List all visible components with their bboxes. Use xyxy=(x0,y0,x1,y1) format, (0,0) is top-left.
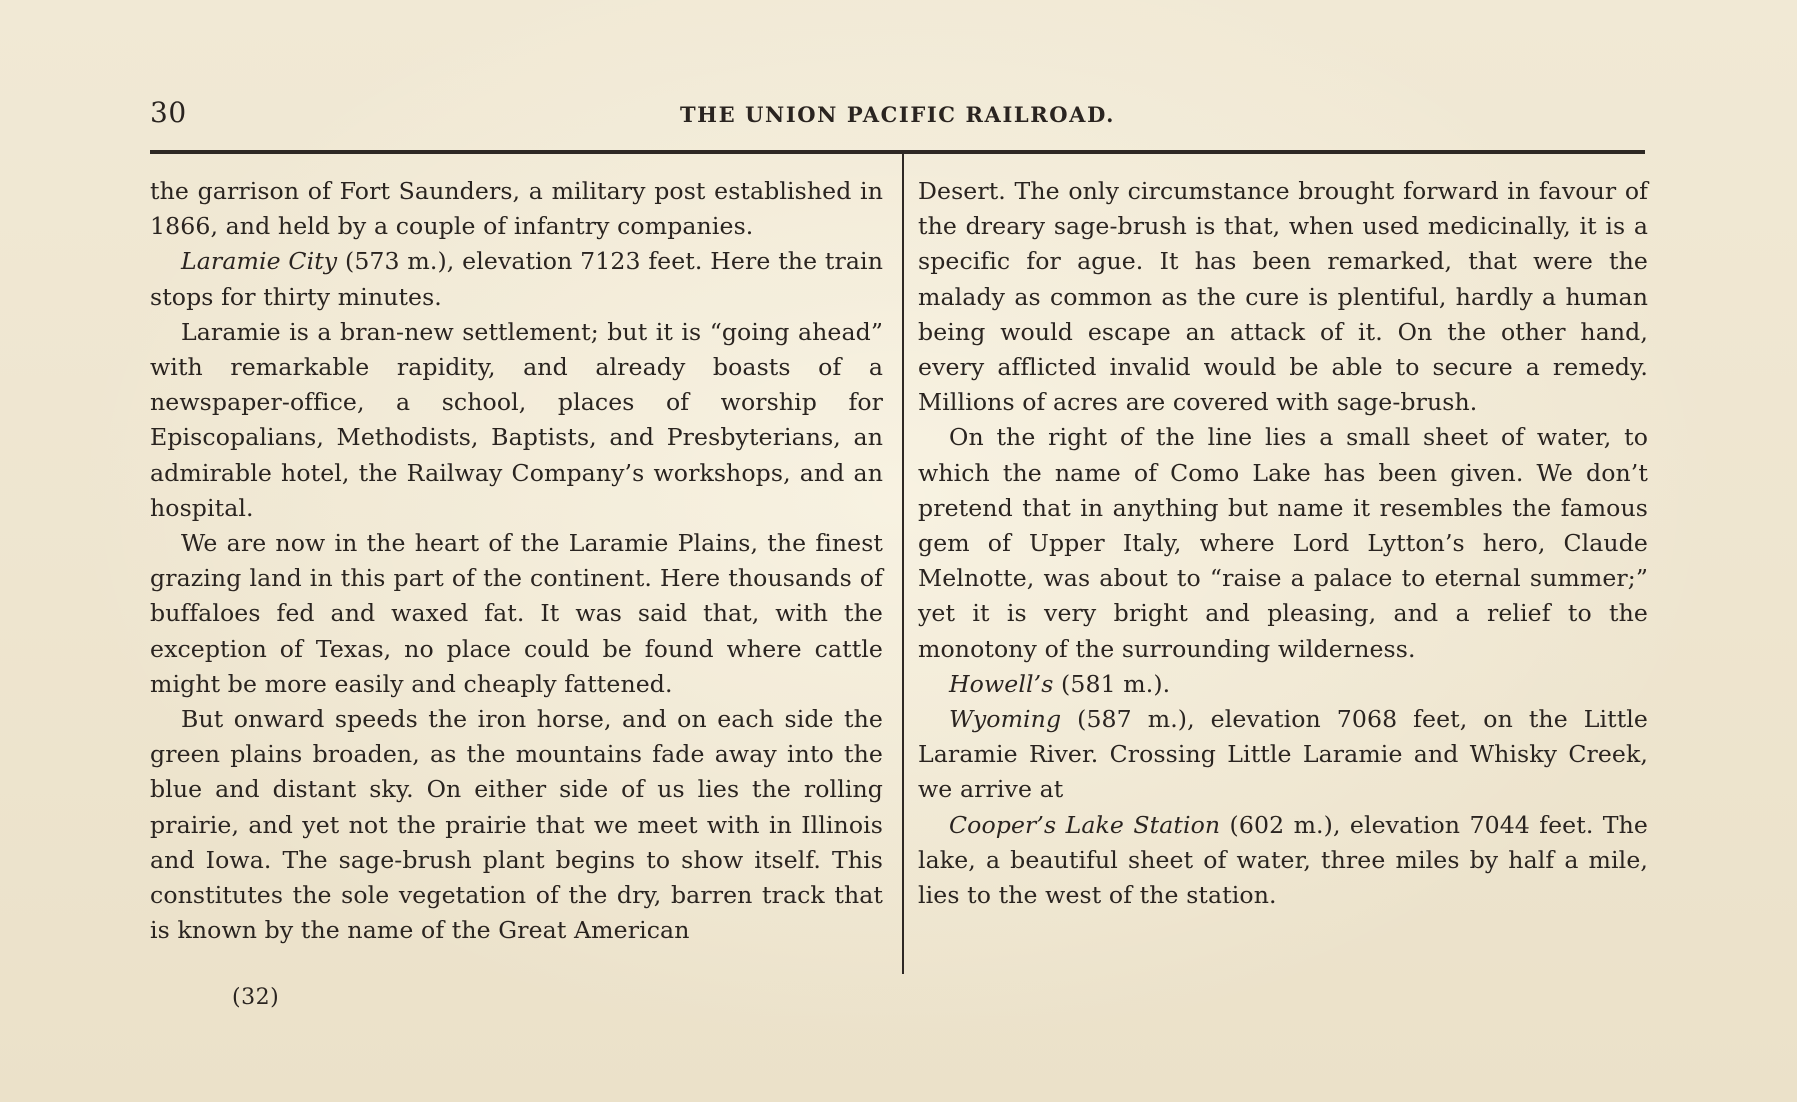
paragraph: Desert. The only circumstance brought forward in favour of the dreary sage-brush is that, when used medicinally, it is a specific for ague. It has been remarked, that were the malady as common as the cure is plentiful, hardly a human being would escape an attack of it. On the other hand, every afflicted invalid would be able to secure a remedy. Millions of acres are covered with sage-brush. xyxy=(918,177,1648,417)
station-name: Laramie City xyxy=(181,247,338,276)
header-rule xyxy=(150,150,1645,154)
sheet-signature: (32) xyxy=(232,985,280,1010)
paragraph xyxy=(918,808,1648,914)
paragraph-text: (581 m.). xyxy=(1053,669,1171,698)
paragraph: But onward speeds the iron horse, and on each side the green plains broaden, as the mountains fade away into the blue and distant sky. On either side of us lies the rolling prairie, and yet not the prairie that we meet with in Illinois and Iowa. The sage-brush plant begins to show itself. This constitutes the sole vegetation of the dry, barren track that is known by the name of the Great American xyxy=(150,705,883,945)
paragraph: On the right of the line lies a small sheet of water, to which the name of Como Lake has been given. We don’t pretend that in anything but name it resembles the famous gem of Upper Italy, where Lord Lytton’s hero, Claude Melnotte, was about to “raise a palace to eternal summer;” yet it is very bright and pleasing, and a relief to the monotony of the surrounding wilderness. xyxy=(918,423,1648,663)
right-column xyxy=(918,174,1648,913)
paragraph-text: (573 m.), elevation 7123 feet. Here the train stops for thirty minutes. xyxy=(150,247,883,311)
paragraph-text: (602 m.), elevation 7044 feet. The lake, a beautiful sheet of water, three miles by half a mile, lies to the west of the station. xyxy=(918,810,1648,910)
station-name: Wyoming xyxy=(949,705,1062,734)
left-column xyxy=(150,174,883,948)
paragraph xyxy=(918,667,1648,702)
page-number: 30 xyxy=(150,96,187,129)
paragraph: the garrison of Fort Saunders, a military post established in 1866, and held by a couple of infantry companies. xyxy=(150,177,883,241)
column-divider xyxy=(902,152,904,974)
paragraph-text: (587 m.), elevation 7068 feet, on the Little Laramie River. Crossing Little Laramie and Whisky Creek, we arrive at xyxy=(918,705,1648,804)
running-title: THE UNION PACIFIC RAILROAD. xyxy=(679,102,1116,127)
running-head xyxy=(150,96,1645,130)
paragraph xyxy=(918,702,1648,808)
paragraph: We are now in the heart of the Laramie Plains, the finest grazing land in this part of the continent. Here thousands of buffaloes fed and waxed fat. It was said that, with the exception of Texas, no place could be found where cattle might be more easily and cheaply fattened. xyxy=(150,529,883,698)
station-name: Howell’s xyxy=(949,669,1054,698)
paragraph: Laramie is a bran-new settlement; but it is “going ahead” with remarkable rapidity, and already boasts of a newspaper-office, a school, places of worship for Episcopalians, Methodists, Baptists, and Presbyterians, an admirable hotel, the Railway Company’s workshops, and an hospital. xyxy=(150,317,883,522)
paragraph xyxy=(150,244,883,314)
station-name: Cooper’s Lake Station xyxy=(949,810,1221,839)
